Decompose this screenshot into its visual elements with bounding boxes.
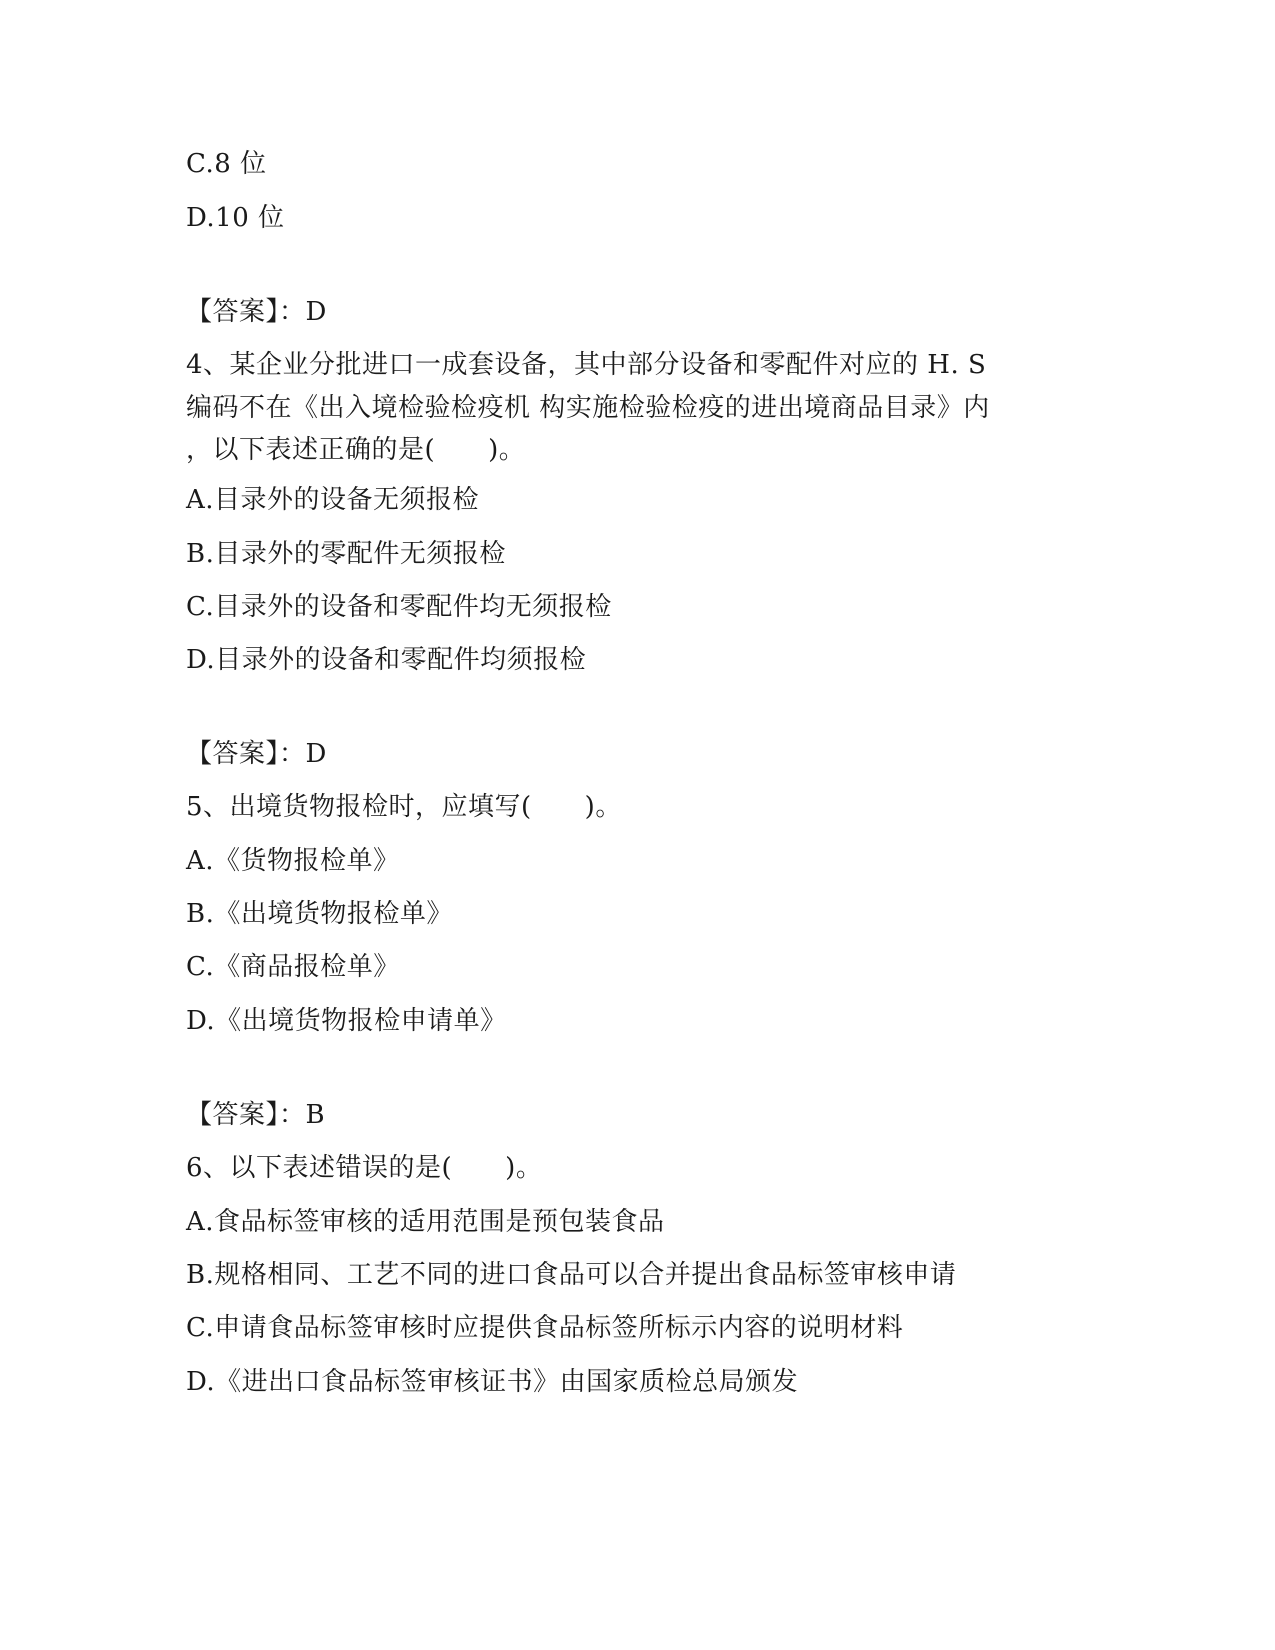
q6-option-b: B.规格相同、工艺不同的进口食品可以合并提出食品标签审核申请 [186,1260,957,1290]
q4-stem-line1: 4、某企业分批进口一成套设备，其中部分设备和零配件对应的 H. S [186,350,987,380]
q5-stem: 5、出境货物报检时，应填写( )。 [186,792,622,822]
q5-option-b: B.《出境货物报检单》 [186,899,453,929]
q4-option-d: D.目录外的设备和零配件均须报检 [186,645,587,675]
q4-option-b: B.目录外的零配件无须报检 [186,539,506,569]
q5-option-c: C.《商品报检单》 [186,952,400,982]
q6-option-c: C.申请食品标签审核时应提供食品标签所标示内容的说明材料 [186,1313,904,1343]
q5-option-d: D.《出境货物报检申请单》 [186,1006,507,1036]
q6-option-a: A.食品标签审核的适用范围是预包装食品 [186,1207,665,1237]
q5-answer: 【答案】：B [186,1100,326,1130]
q4-answer: 【答案】：D [186,739,327,769]
q5-option-a: A.《货物报检单》 [186,846,400,876]
q6-stem: 6、以下表述错误的是( )。 [186,1153,543,1183]
q4-stem-line3: ，以下表述正确的是( )。 [186,435,526,465]
q4-option-a: A.目录外的设备无须报检 [186,485,480,515]
q4-stem-line2: 编码不在《出入境检验检疫机 构实施检验检疫的进出境商品目录》内 [186,393,990,423]
q3-option-c: C.8 位 [186,149,267,179]
q4-option-c: C.目录外的设备和零配件均无须报检 [186,592,612,622]
q3-answer: 【答案】：D [186,297,327,327]
q3-option-d: D.10 位 [186,203,285,233]
q6-option-d: D.《进出口食品标签审核证书》由国家质检总局颁发 [186,1367,799,1397]
